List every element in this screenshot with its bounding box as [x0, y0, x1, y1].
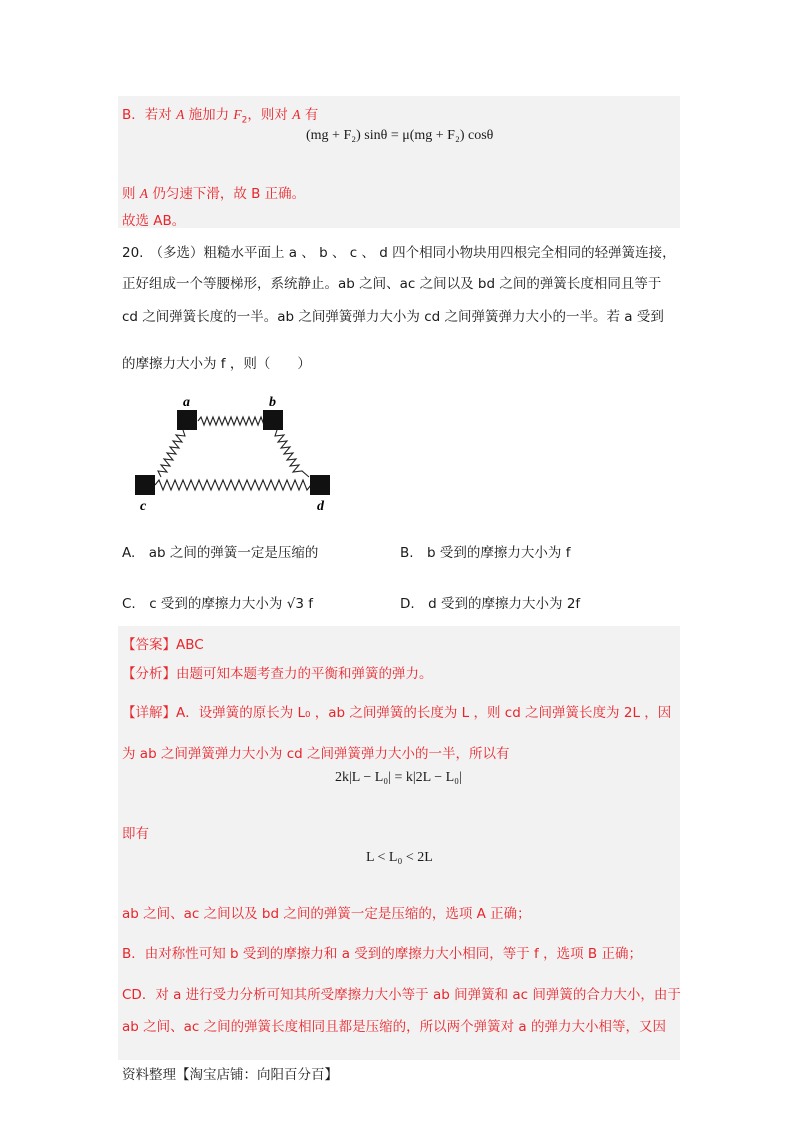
question-number: 20. — [122, 245, 144, 261]
label-d: d — [317, 499, 324, 514]
question-line-1: 20. （多选）粗糙水平面上 a 、 b 、 c 、 d 四个相同小物块用四根完全相同的轻弹簧连接， — [122, 245, 676, 261]
equation-2: L < L₀ < 2L — [366, 850, 433, 865]
analysis-line: 【分析】由题可知本题考查力的平衡和弹簧的弹力。 — [122, 666, 433, 682]
b-line: B．由对称性可知 b 受到的摩擦力和 a 受到的摩擦力大小相同，等于 f ，选项 B 正确； — [122, 946, 642, 962]
question-tag: （多选） — [149, 245, 204, 261]
label-a: a — [183, 395, 190, 410]
footer: 资料整理【淘宝店铺：向阳百分百】 — [122, 1067, 338, 1083]
detail-line-1: 【详解】A．设弹簧的原长为 L₀ ，ab 之间弹簧的长度为 L ，则 cd 之间弹簧长度为 2L ，因 — [122, 705, 672, 721]
conclusion-a: ab 之间、ac 之间以及 bd 之间的弹簧一定是压缩的，选项 A 正确； — [122, 906, 531, 922]
answer-line: 【答案】ABC — [122, 637, 204, 653]
therefore-line: 即有 — [122, 826, 149, 842]
prev-final: 故选 AB。 — [122, 213, 186, 229]
detail-line-2: 为 ab 之间弹簧弹力大小为 cd 之间弹簧弹力大小的一半，所以有 — [122, 746, 510, 762]
equation-1: 2k|L − L₀| = k|2L − L₀| — [335, 770, 462, 785]
cd-line-1: CD．对 a 进行受力分析可知其所受摩擦力大小等于 ab 间弹簧和 ac 间弹簧的合力大小，由于 — [122, 987, 681, 1003]
block-b — [263, 410, 283, 430]
block-d — [310, 475, 330, 495]
question-line-4: 的摩擦力大小为 f ，则（ ） — [122, 356, 311, 372]
option-a: A. ab 之间的弹簧一定是压缩的 — [122, 545, 319, 561]
spring-ab — [198, 417, 270, 425]
option-b: B. b 受到的摩擦力大小为 f — [400, 545, 571, 561]
label-c: c — [140, 499, 147, 514]
spring-cd — [155, 480, 311, 490]
option-c: C. c 受到的摩擦力大小为 √3 f — [122, 596, 313, 612]
prev-equation: (mg + F₂) sinθ = μ(mg + F₂) cosθ — [306, 128, 494, 143]
spring-figure — [125, 390, 345, 515]
prev-conclusion: 则 A 仍匀速下滑，故 B 正确。 — [122, 186, 306, 202]
label-b: b — [269, 395, 276, 410]
spring-bd — [275, 430, 309, 477]
prev-solution-line-b: B．若对 A 施加力 $F_2$，则对 A 有 — [122, 107, 319, 126]
spring-ac — [158, 430, 185, 477]
question-line-2: 正好组成一个等腰梯形，系统静止。ab 之间、ac 之间以及 bd 之间的弹簧长度相同且等于 — [122, 276, 662, 292]
question-line-3: cd 之间弹簧长度的一半。ab 之间弹簧弹力大小为 cd 之间弹簧弹力大小的一半。若 a 受到 — [122, 309, 664, 325]
cd-line-2: ab 之间、ac 之间的弹簧长度相同且都是压缩的，所以两个弹簧对 a 的弹力大小相等，又因 — [122, 1019, 666, 1035]
block-a — [177, 410, 197, 430]
option-d: D. d 受到的摩擦力大小为 2f — [400, 596, 581, 612]
block-c — [135, 475, 155, 495]
